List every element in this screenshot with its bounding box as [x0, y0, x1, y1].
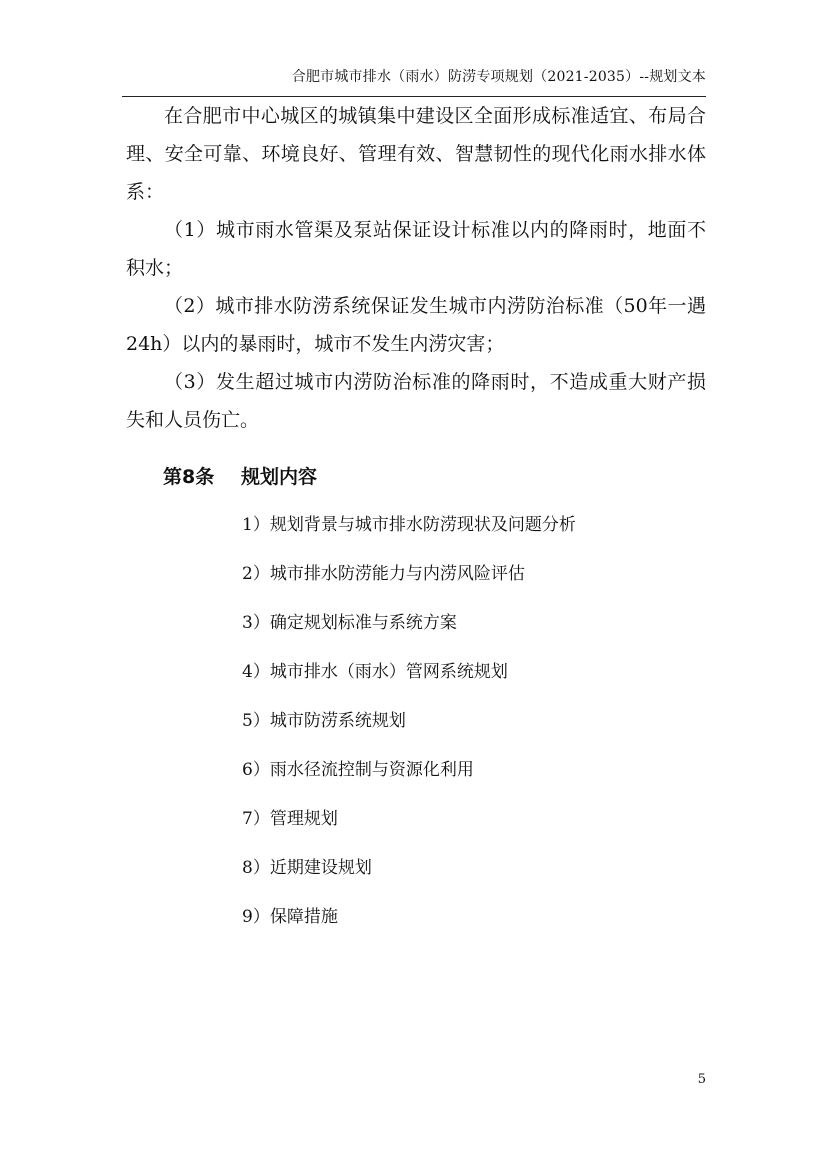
- paragraph-goal: 在合肥市中心城区的城镇集中建设区全面形成标准适宜、布局合理、安全可靠、环境良好、管理有效、智慧韧性的现代化雨水排水体系：: [126, 105, 706, 203]
- body-text: [126, 97, 706, 439]
- article-number: 第8条: [163, 466, 215, 488]
- paragraph-item-3: （3）发生超过城市内涝防治标准的降雨时，不造成重大财产损失和人员伤亡。: [126, 371, 706, 431]
- contents-item: 8）近期建设规划: [242, 858, 372, 878]
- contents-item: 2）城市排水防涝能力与内涝风险评估: [242, 564, 525, 584]
- paragraph-item-1: （1）城市雨水管渠及泵站保证设计标准以内的降雨时，地面不积水；: [126, 219, 706, 279]
- contents-item: 6）雨水径流控制与资源化利用: [242, 760, 474, 780]
- contents-item: 7）管理规划: [242, 809, 338, 829]
- article-title: 规划内容: [241, 466, 318, 488]
- paragraph-item-2: （2）城市排水防涝系统保证发生城市内涝防治标准（50年一遇24h）以内的暴雨时，城市不发生内涝灾害；: [126, 295, 706, 355]
- contents-item: 3）确定规划标准与系统方案: [242, 613, 457, 633]
- running-header: 合肥市城市排水（雨水）防涝专项规划（2021-2035）--规划文本: [291, 69, 706, 85]
- contents-item: 5）城市防涝系统规划: [242, 711, 406, 731]
- article-heading: [163, 462, 317, 489]
- page-number: 5: [697, 1072, 706, 1087]
- contents-item: 9）保障措施: [242, 907, 338, 927]
- contents-list: [242, 507, 576, 948]
- contents-item: 4）城市排水（雨水）管网系统规划: [242, 662, 508, 682]
- contents-item: 1）规划背景与城市排水防涝现状及问题分析: [242, 515, 576, 535]
